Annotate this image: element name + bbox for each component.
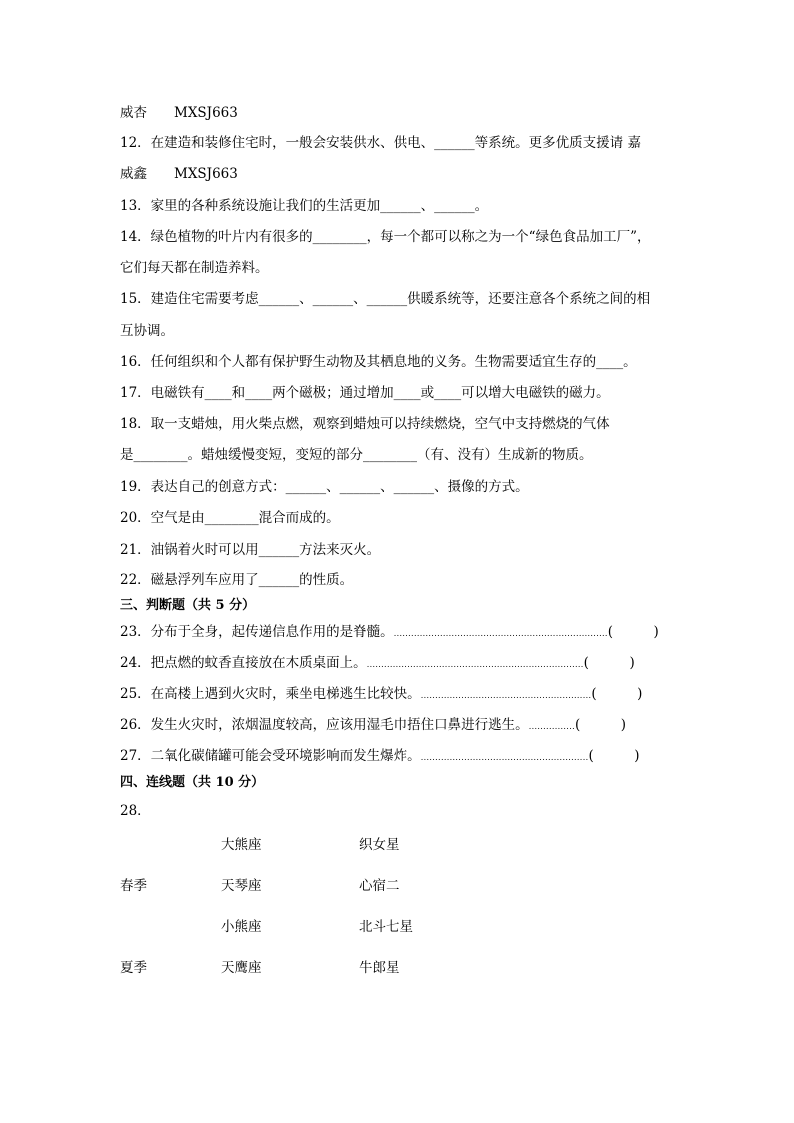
question-text: 24．把点燃的蚊香直接放在木质桌面上。 — [120, 655, 367, 671]
question-16: 16．任何组织和个人都有保护野生动物及其栖息地的义务。生物需要适宜生存的____。 — [120, 354, 637, 370]
season-spring: 春季 — [120, 878, 147, 894]
leader-dots: ................ — [528, 722, 575, 731]
question-18-cont: 是________。蜡烛缓慢变短，变短的部分________（有、没有）生成新的物质。 — [120, 447, 593, 463]
season-summer: 夏季 — [120, 960, 147, 976]
question-text: 25．在高楼上遇到火灾时，乘坐电梯逃生比较快。 — [120, 686, 421, 702]
constellation-item: 大熊座 — [221, 837, 262, 853]
question-19: 19．表达自己的创意方式：______、______、______、摄像的方式。 — [120, 479, 529, 495]
leader-dots: ........................................................... — [420, 691, 592, 700]
section-3-title: 三、判断题（共 5 分） — [120, 598, 256, 613]
text-line: 威杏 MXSJ663 — [120, 105, 238, 121]
answer-paren: ( ) — [588, 748, 640, 764]
question-text: 23．分布于全身，起传递信息作用的是脊髓。 — [120, 624, 394, 640]
star-item: 织女星 — [359, 837, 400, 853]
star-item: 牛郎星 — [359, 960, 400, 976]
answer-paren: ( ) — [607, 624, 659, 640]
section-4-title: 四、连线题（共 10 分） — [120, 775, 265, 790]
answer-paren: ( ) — [574, 717, 627, 733]
constellation-item: 天鹰座 — [221, 960, 262, 976]
constellation-item: 天琴座 — [221, 878, 262, 894]
question-12: 12．在建造和装修住宅时，一般会安装供水、供电、______等系统。更多优质支援请 嘉 — [120, 135, 641, 151]
question-13: 13．家里的各种系统设施让我们的生活更加______、______。 — [120, 198, 489, 214]
question-15-cont: 互协调。 — [120, 323, 174, 339]
question-15: 15．建造住宅需要考虑______、______、______供暖系统等，还要注意各个系统之间的相 — [120, 291, 651, 307]
question-14-cont: 它们每天都在制造养料。 — [120, 260, 269, 276]
question-17: 17．电磁铁有____和____两个磁极；通过增加____或____可以增大电磁铁的磁力。 — [120, 385, 610, 401]
question-23 — [120, 622, 659, 644]
star-item: 北斗七星 — [359, 919, 413, 935]
text-line: 威鑫 MXSJ663 — [120, 166, 238, 182]
question-14: 14．绿色植物的叶片内有很多的________，每一个都可以称之为一个“绿色食品加工厂”， — [120, 229, 651, 245]
question-25 — [120, 684, 642, 706]
question-text: 27．二氧化碳储罐可能会受环境影响而发生爆炸。 — [120, 748, 421, 764]
star-item: 心宿二 — [359, 878, 400, 894]
question-22: 22．磁悬浮列车应用了______的性质。 — [120, 572, 354, 588]
answer-paren: ( ) — [583, 655, 635, 671]
question-21: 21．油锅着火时可以用______方法来灭火。 — [120, 542, 381, 558]
leader-dots: .......................................................................... — [393, 629, 608, 638]
question-27 — [120, 746, 640, 768]
leader-dots: .......................................................... — [420, 753, 589, 762]
leader-dots: ........................................................................... — [366, 660, 584, 669]
question-24 — [120, 653, 635, 675]
question-20: 20．空气是由________混合而成的。 — [120, 510, 340, 526]
constellation-item: 小熊座 — [221, 919, 262, 935]
question-18: 18．取一支蜡烛，用火柴点燃，观察到蜡烛可以持续燃烧，空气中支持燃烧的气体 — [120, 416, 610, 432]
question-26 — [120, 715, 626, 737]
question-28-label: 28． — [120, 803, 151, 819]
answer-paren: ( ) — [591, 686, 643, 702]
question-text: 26．发生火灾时，浓烟温度较高，应该用湿毛巾捂住口鼻进行逃生。 — [120, 717, 529, 733]
